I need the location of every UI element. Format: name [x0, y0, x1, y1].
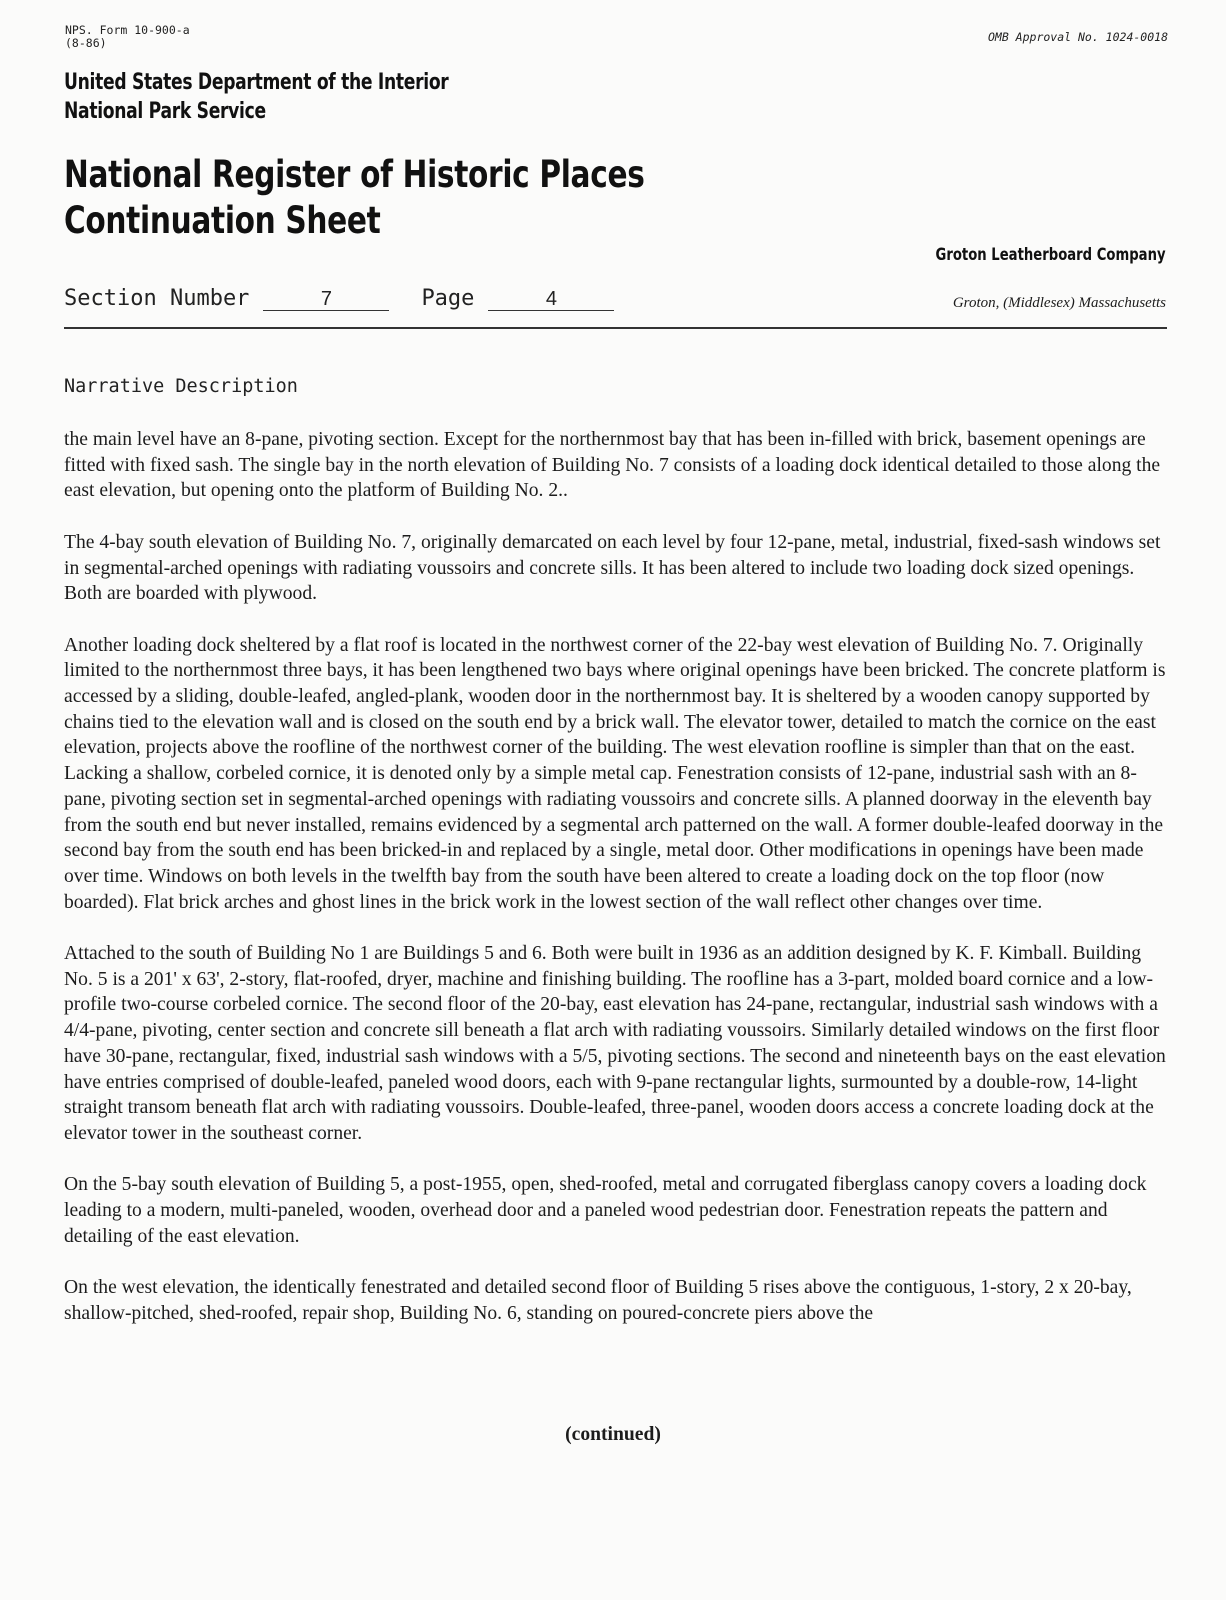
agency-heading	[64, 68, 448, 126]
section-number-label: Section Number	[64, 286, 250, 311]
section-page-row	[64, 286, 614, 311]
continued-note: (continued)	[565, 1424, 661, 1445]
title-line-1: National Register of Historic Places	[64, 153, 645, 196]
narrative-paragraph: the main level have an 8-pane, pivoting section. Except for the northernmost bay that has been in-filled with brick, basement openings are fitted with fixed sash. The single bay in the north elevation of Building No. 7 consists of a loading dock identical detailed to those along the east elevation, but opening onto the platform of Building No. 2..	[64, 429, 1161, 502]
narrative-paragraph: On the 5-bay south elevation of Building 5, a post-1955, open, shed-roofed, metal and corrugated fiberglass canopy covers a loading dock leading to a modern, multi-paneled, wooden, overhead door and a paneled wood pedestrian door. Fenestration repeats the pattern and detailing of the east elevation.	[64, 1174, 1147, 1247]
agency-service: National Park Service	[64, 99, 266, 124]
property-name: Groton Leatherboard Company	[935, 245, 1166, 264]
narrative-paragraph: Another loading dock sheltered by a flat roof is located in the northwest corner of the 22-bay west elevation of Building No. 7. Originally limited to the northernmost three bays, it has been lengthened two bays where original openings have been bricked. The concrete platform is accessed by a sliding, double-leafed, angled-plank, wooden door in the northernmost bay. It is sheltered by a wooden canopy supported by chains tied to the elevation wall and is closed on the south end by a brick wall. The elevator tower, detailed to match the cornice on the east elevation, projects above the roofline of the northwest corner of the building. The west elevation roofline is simpler than that on the east. Lacking a shallow, corbeled cornice, it is denoted only by a simple metal cap. Fenestration consists of 12-pane, industrial sash with an 8-pane, pivoting section set in segmental-arched openings with radiating voussoirs and concrete sills. A planned doorway in the eleventh bay from the south end but never installed, remains evidenced by a segmental arch patterned on the wall. A former double-leafed doorway in the second bay from the south end has been bricked-in and replaced by a single, metal door. Other modifications in openings have been made over time. Windows on both levels in the twelfth bay from the south have been altered to create a loading dock on the top floor (now boarded). Flat brick arches and ghost lines in the brick work in the lowest section of the wall reflect other changes over time.	[64, 634, 1166, 913]
form-identifier	[65, 24, 190, 50]
agency-department: United States Department of the Interior	[64, 70, 449, 95]
narrative-paragraph: The 4-bay south elevation of Building No. 7, originally demarcated on each level by four 12-pane, metal, industrial, fixed-sash windows set in segmental-arched openings with radiating voussoirs and concrete sills. It has been altered to include two loading dock sized openings. Both are boarded with plywood.	[64, 531, 1161, 605]
header-divider	[64, 327, 1167, 329]
narrative-body	[64, 427, 1170, 1352]
form-date: (8-86)	[65, 36, 107, 50]
form-number: NPS. Form 10-900-a	[65, 23, 190, 37]
narrative-paragraph: On the west elevation, the identically fenestrated and detailed second floor of Building 5 rises above the contiguous, 1-story, 2 x 20-bay, shallow-pitched, shed-roofed, repair shop, Building No. 6, standing on poured-concrete piers above the	[64, 1277, 1132, 1324]
title-line-2: Continuation Sheet	[64, 199, 381, 242]
page-number-value: 4	[488, 288, 614, 311]
narrative-heading: Narrative Description	[64, 376, 298, 397]
narrative-paragraph: Attached to the south of Building No 1 are Buildings 5 and 6. Both were built in 1936 as an addition designed by K. F. Kimball. Building No. 5 is a 201' x 63', 2-story, flat-roofed, dryer, machine and finishing building. The roofline has a 3-part, molded board cornice and a low-profile two-course corbeled cornice. The second floor of the 20-bay, east elevation has 24-pane, rectangular, industrial sash windows with a 4/4-pane, pivoting, center section and concrete sill beneath a flat arch with radiating voussoirs. Similarly detailed windows on the first floor have 30-pane, rectangular, fixed, industrial sash windows with a 5/5, pivoting sections. The second and nineteenth bays on the east elevation have entries comprised of double-leafed, paneled wood doors, each with 9-pane rectangular lights, surmounted by a double-row, 14-light straight transom beneath flat arch with radiating voussoirs. Double-leafed, three-panel, wooden doors access a concrete loading dock at the elevator tower in the southeast corner.	[64, 943, 1166, 1144]
section-number-value: 7	[263, 288, 389, 311]
property-location: Groton, (Middlesex) Massachusetts	[952, 295, 1166, 311]
page-label: Page	[421, 286, 475, 311]
omb-approval: OMB Approval No. 1024-0018	[987, 30, 1168, 44]
page-title	[64, 152, 645, 244]
